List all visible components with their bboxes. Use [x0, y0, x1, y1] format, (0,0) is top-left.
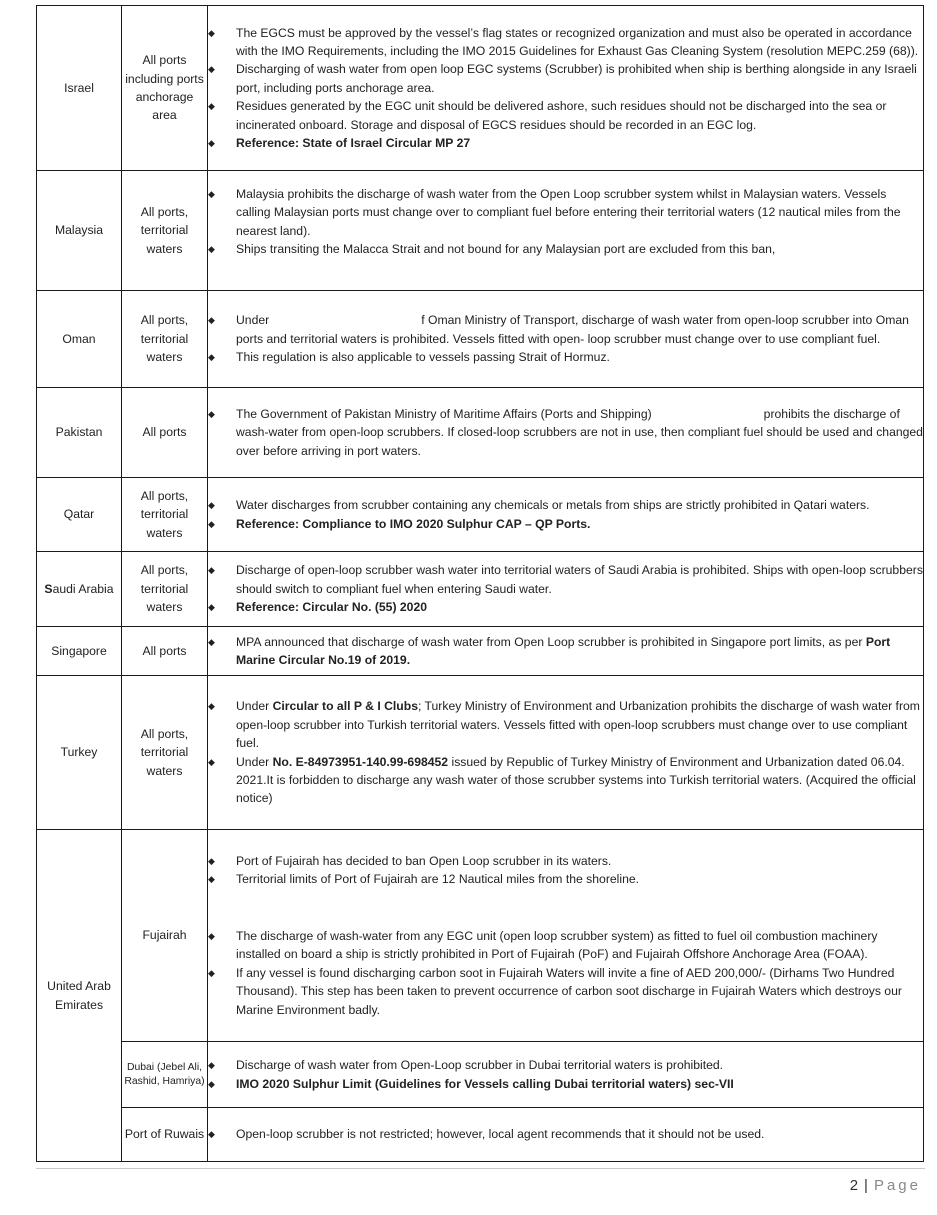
- rule-item: [208, 633, 923, 670]
- rules-cell: [208, 552, 924, 627]
- diamond-bullet-icon: ◆: [208, 408, 215, 419]
- rule-text: ; Turkey Ministry of Environment and Urbanization prohibits the discharge of wash water from open-loop scrubber into Turkish territorial waters. Vessels fitted with open-loop scrubbers must change over to use compliant fuel.: [236, 699, 920, 751]
- table-row-uae-dubai: [37, 1042, 924, 1108]
- rule-text: Water discharges from scrubber containing any chemicals or metals from ships are strictly prohibited in Qatari waters.: [236, 498, 870, 513]
- table-row-turkey: [37, 676, 924, 830]
- rule-item: [208, 97, 923, 134]
- rules-cell: [208, 1108, 924, 1162]
- reference-text: IMO 2020 Sulphur Limit (Guidelines for Vessels calling Dubai territorial waters) sec-VII: [236, 1076, 734, 1091]
- rules-cell: [208, 478, 924, 552]
- rules-cell: [208, 830, 924, 1042]
- rule-item: [208, 240, 923, 258]
- reference-item: [208, 515, 923, 533]
- diamond-bullet-icon: ◆: [208, 856, 215, 867]
- table-row-oman: [37, 291, 924, 388]
- diamond-bullet-icon: ◆: [208, 315, 215, 326]
- page-footer: [850, 1177, 921, 1194]
- diamond-bullet-icon: ◆: [208, 1129, 215, 1140]
- diamond-bullet-icon: ◆: [208, 1078, 215, 1089]
- table-row-uae-ruwais: [37, 1108, 924, 1162]
- page-number: 2: [849, 1177, 859, 1194]
- reference-text: Reference: Compliance to IMO 2020 Sulphur CAP – QP Ports.: [236, 516, 591, 531]
- table-row-saudi-arabia: [37, 552, 924, 627]
- diamond-bullet-icon: ◆: [208, 500, 215, 511]
- diamond-bullet-icon: ◆: [208, 243, 215, 254]
- rules-cell: [208, 1042, 924, 1108]
- rule-item: [208, 60, 923, 97]
- rule-item: [208, 1125, 923, 1143]
- table-row-singapore: [37, 627, 924, 676]
- diamond-bullet-icon: ◆: [208, 874, 215, 885]
- rule-item: [208, 852, 923, 870]
- rule-text: Malaysia prohibits the discharge of wash water from the Open Loop scrubber system whilst in Malaysian waters. Vessels calling Malaysian ports must change over to compliant fuel before entering their territorial waters (12 nautical miles from the nearest land).: [236, 186, 901, 238]
- page-label: Page: [873, 1177, 921, 1194]
- rules-cell: [208, 627, 924, 676]
- diamond-bullet-icon: ◆: [208, 352, 215, 363]
- diamond-bullet-icon: ◆: [208, 518, 215, 529]
- footer-separator: |: [864, 1177, 868, 1194]
- diamond-bullet-icon: ◆: [208, 756, 215, 767]
- rule-item: [208, 405, 923, 460]
- rule-text: If any vessel is found discharging carbon soot in Fujairah Waters will invite a fine of AED 200,000/- (Dirhams Two Hundred Thousand). This step has been taken to prevent occurrence of carbon soot discharge in Fujairah Waters which destroys our Marine Environment badly.: [236, 965, 902, 1017]
- rule-text: MPA announced that discharge of wash water from Open Loop scrubber is prohibited in Singapore port limits, as per: [236, 634, 863, 649]
- diamond-bullet-icon: ◆: [208, 930, 215, 941]
- diamond-bullet-icon: ◆: [208, 64, 215, 75]
- rule-item: [208, 697, 923, 752]
- under-text: Under: [236, 754, 270, 769]
- rule-text: Port of Fujairah has decided to ban Open Loop scrubber in its waters.: [236, 854, 612, 869]
- rules-cell: [208, 676, 924, 830]
- rule-text: prohibits the discharge of wash-water from open-loop scrubbers. If closed-loop scrubbers are not in use, then compliant fuel should be used and changed over before arriving in port waters.: [236, 406, 923, 458]
- rule-item: [208, 496, 923, 514]
- country-cell: Pakistan: [37, 388, 122, 478]
- scope-cell: All ports, territorial waters: [122, 676, 208, 830]
- scope-cell: All ports including ports anchorage area: [122, 6, 208, 171]
- rule-item: [208, 964, 923, 1019]
- country-cell: Turkey: [37, 676, 122, 830]
- diamond-bullet-icon: ◆: [208, 967, 215, 978]
- diamond-bullet-icon: ◆: [208, 101, 215, 112]
- country-cell: Singapore: [37, 627, 122, 676]
- reference-item: [208, 1075, 923, 1093]
- reference-text: Reference: State of Israel Circular MP 27: [236, 136, 471, 151]
- diamond-bullet-icon: ◆: [208, 27, 215, 38]
- scope-cell: All ports: [122, 388, 208, 478]
- rule-text: The discharge of wash-water from any EGC unit (open loop scrubber system) as fitted to fuel oil combustion machinery installed on board a ship is strictly prohibited in Port of Fujairah (PoF) and Fujairah Offshore Anchorage Area (FOAA).: [236, 928, 878, 962]
- rule-item: [208, 1056, 923, 1074]
- rule-text: Residues generated by the EGC unit should be delivered ashore, such residues should not be discharged into the sea or incinerated onboard. Storage and disposal of EGCS residues should be recorded in an EGC log.: [236, 99, 887, 132]
- rule-text: issued by Republic of Turkey Ministry of Environment and Urbanization dated 06.04. 2021.It is forbidden to discharge any wash water of those scrubber systems into Turkish territorial waters. (Acquired the official notice): [236, 754, 916, 806]
- circular-reference: Circular to all P & I Clubs: [272, 699, 418, 714]
- rule-text: The EGCS must be approved by the vessel’s flag states or recognized organization and must also be operated in accordance with the IMO Requirements, including the IMO 2015 Guidelines for Exhaust Gas Cleaning System (resolution MEPC.259 (68)).: [236, 25, 919, 58]
- table-row-qatar: [37, 478, 924, 552]
- rule-item: [208, 561, 923, 598]
- diamond-bullet-icon: ◆: [208, 1060, 215, 1071]
- scope-cell: All ports, territorial waters: [122, 478, 208, 552]
- table-row-uae-fujairah: [37, 830, 924, 1042]
- country-cell: Qatar: [37, 478, 122, 552]
- reference-item: [208, 598, 923, 616]
- scope-cell: All ports, territorial waters: [122, 291, 208, 388]
- rule-text: Ships transiting the Malacca Strait and not bound for any Malaysian port are excluded from this ban,: [236, 241, 776, 256]
- rule-text: Territorial limits of Port of Fujairah are 12 Nautical miles from the shoreline.: [236, 872, 640, 887]
- table-row-malaysia: [37, 171, 924, 291]
- rule-item: [208, 870, 923, 888]
- rule-item: [208, 927, 923, 964]
- diamond-bullet-icon: ◆: [208, 188, 215, 199]
- diamond-bullet-icon: ◆: [208, 565, 215, 576]
- diamond-bullet-icon: ◆: [208, 636, 215, 647]
- rule-item: [208, 311, 923, 348]
- under-text: Under: [236, 699, 270, 714]
- country-initial: S: [44, 581, 53, 596]
- rule-text: Discharge of wash water from Open-Loop scrubber in Dubai territorial waters is prohibited.: [236, 1058, 724, 1073]
- country-cell: Malaysia: [37, 171, 122, 291]
- country-cell: United Arab Emirates: [37, 830, 122, 1162]
- country-cell: [37, 552, 122, 627]
- rule-text: f Oman Ministry of Transport, discharge of wash water from open-loop scrubber into Oman ports and territorial waters is prohibited. Vessels fitted with open- loop scrubber must change over to use compliant fuel.: [236, 313, 909, 346]
- rule-item: [208, 753, 923, 808]
- rule-text: The Government of Pakistan Ministry of Maritime Affairs (Ports and Shipping): [236, 406, 652, 421]
- diamond-bullet-icon: ◆: [208, 602, 215, 613]
- diamond-bullet-icon: ◆: [208, 138, 215, 149]
- table-row-israel: [37, 6, 924, 171]
- notice-number: No. E-84973951-140.99-698452: [272, 754, 449, 769]
- rule-text: Open-loop scrubber is not restricted; however, local agent recommends that it should not be used.: [236, 1127, 765, 1142]
- rules-cell: [208, 171, 924, 291]
- table-row-pakistan: [37, 388, 924, 478]
- scope-cell: Port of Ruwais: [122, 1108, 208, 1162]
- reference-item: [208, 134, 923, 152]
- scope-cell: All ports, territorial waters: [122, 552, 208, 627]
- diamond-bullet-icon: ◆: [208, 701, 215, 712]
- rules-cell: [208, 6, 924, 171]
- rule-item: [208, 24, 923, 61]
- rules-cell: [208, 291, 924, 388]
- country-rest: audi Arabia: [52, 581, 114, 596]
- rule-item: [208, 185, 923, 240]
- rule-text: Discharging of wash water from open loop EGC systems (Scrubber) is prohibited when ship is berthing alongside in any Israeli port, including ports anchorage area.: [236, 62, 917, 95]
- scope-cell: All ports: [122, 627, 208, 676]
- rule-text: Discharge of open-loop scrubber wash water into territorial waters of Saudi Arabia is prohibited. Ships with open-loop scrubbers should switch to compliant fuel when entering Saudi water.: [236, 563, 923, 596]
- circular-reference: Port Marine Circular No.19 of 2019.: [236, 634, 891, 667]
- rule-text: This regulation is also applicable to vessels passing Strait of Hormuz.: [236, 350, 610, 365]
- scope-cell: All ports, territorial waters: [122, 171, 208, 291]
- rules-cell: [208, 388, 924, 478]
- under-text: Under: [236, 313, 270, 328]
- rule-item: [208, 348, 923, 366]
- footer-divider: [36, 1168, 925, 1169]
- reference-text: Reference: Circular No. (55) 2020: [236, 600, 428, 615]
- regulations-table: [36, 5, 924, 1162]
- scope-cell: Fujairah: [122, 830, 208, 1042]
- country-cell: Oman: [37, 291, 122, 388]
- country-cell: Israel: [37, 6, 122, 171]
- scope-cell: Dubai (Jebel Ali, Rashid, Hamriya): [122, 1042, 208, 1108]
